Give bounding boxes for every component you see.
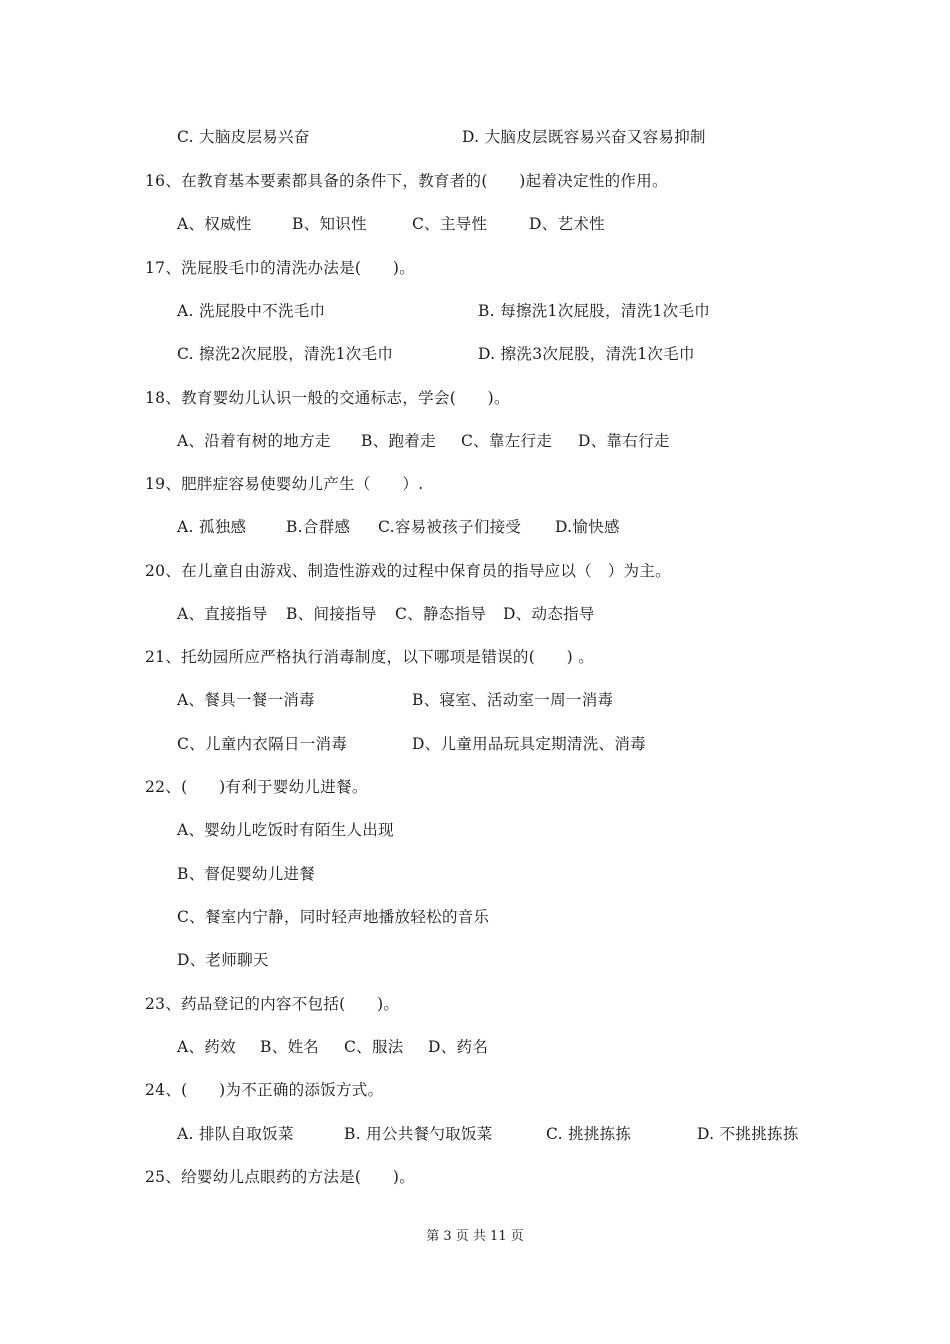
- page-number-footer: 第 3 页 共 11 页: [426, 1229, 524, 1244]
- option-c-20: C、静态指导: [395, 605, 487, 623]
- option-d-20: D、动态指导: [503, 605, 595, 623]
- option-b-16: B、知识性: [292, 215, 367, 233]
- question-20: 20、在儿童自由游戏、制造性游戏的过程中保育员的指导应以（ ）为主。: [145, 562, 671, 580]
- option-c-21: C、儿童内衣隔日一消毒: [177, 735, 348, 753]
- option-b-24: B. 用公共餐勺取饭菜: [344, 1125, 493, 1143]
- option-d-16: D、艺术性: [529, 215, 605, 233]
- option-c-22: C、餐室内宁静，同时轻声地播放轻松的音乐: [177, 908, 490, 926]
- option-c-16: C、主导性: [412, 215, 488, 233]
- option-d-19: D.愉快感: [555, 518, 620, 536]
- question-17: 17、洗屁股毛巾的清洗办法是( )。: [145, 259, 416, 277]
- option-d-24: D. 不挑挑拣拣: [697, 1125, 799, 1143]
- option-b-20: B、间接指导: [286, 605, 377, 623]
- option-a-18: A、沿着有树的地方走: [177, 432, 331, 450]
- option-b-17: B. 每擦洗1次屁股，清洗1次毛巾: [478, 302, 711, 320]
- option-a-24: A. 排队自取饭菜: [177, 1125, 294, 1143]
- question-19: 19、肥胖症容易使婴幼儿产生（ ）.: [145, 475, 424, 493]
- option-a-19: A. 孤独感: [177, 518, 247, 536]
- question-21: 21、托幼园所应严格执行消毒制度，以下哪项是错误的( ) 。: [145, 648, 595, 666]
- option-d-21: D、儿童用品玩具定期清洗、消毒: [412, 735, 646, 753]
- question-25: 25、给婴幼儿点眼药的方法是( )。: [145, 1168, 416, 1186]
- option-d-23: D、药名: [428, 1038, 489, 1056]
- option-b-23: B、姓名: [260, 1038, 320, 1056]
- question-24: 24、( )为不正确的添饭方式。: [145, 1081, 384, 1099]
- question-18: 18、教育婴幼儿认识一般的交通标志，学会( )。: [145, 389, 510, 407]
- option-b-18: B、跑着走: [361, 432, 436, 450]
- option-d-18: D、靠右行走: [578, 432, 670, 450]
- question-23: 23、药品登记的内容不包括( )。: [145, 995, 400, 1013]
- option-c-18: C、靠左行走: [461, 432, 553, 450]
- option-b-19: B.合群感: [286, 518, 351, 536]
- option-a-21: A、餐具一餐一消毒: [177, 691, 315, 709]
- option-b-22: B、督促婴幼儿进餐: [177, 865, 316, 883]
- option-c-15: C. 大脑皮层易兴奋: [177, 128, 310, 146]
- question-16: 16、在教育基本要素都具备的条件下，教育者的( )起着决定性的作用。: [145, 172, 668, 190]
- option-d-22: D、老师聊天: [177, 951, 269, 969]
- option-c-24: C. 挑挑拣拣: [546, 1125, 632, 1143]
- option-c-19: C.容易被孩子们接受: [378, 518, 522, 536]
- option-d-15: D. 大脑皮层既容易兴奋又容易抑制: [462, 128, 706, 146]
- option-a-22: A、婴幼儿吃饭时有陌生人出现: [177, 821, 394, 839]
- option-a-23: A、药效: [177, 1038, 236, 1056]
- option-d-17: D. 擦洗3次屁股，清洗1次毛巾: [478, 345, 695, 363]
- question-22: 22、( )有利于婴幼儿进餐。: [145, 778, 368, 796]
- option-c-17: C. 擦洗2次屁股，清洗1次毛巾: [177, 345, 394, 363]
- option-a-20: A、直接指导: [177, 605, 268, 623]
- option-b-21: B、寝室、活动室一周一消毒: [412, 691, 614, 709]
- option-c-23: C、服法: [344, 1038, 404, 1056]
- option-a-17: A. 洗屁股中不洗毛巾: [177, 302, 326, 320]
- option-a-16: A、权威性: [177, 215, 252, 233]
